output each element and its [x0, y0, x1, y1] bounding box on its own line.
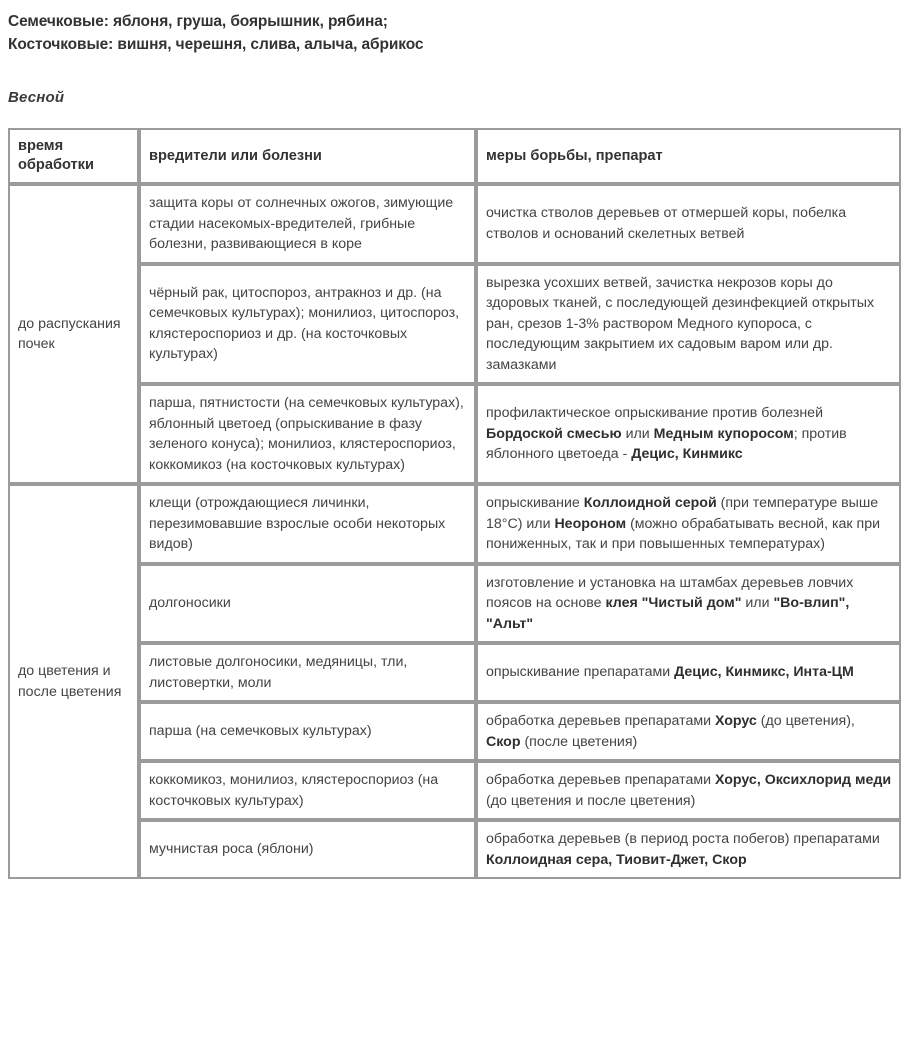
table-row: [8, 702, 901, 761]
header-cell-measures: меры борьбы, препарат: [476, 128, 901, 184]
header-cell-pests: вредители или болезни: [139, 128, 476, 184]
pest-cell: клещи (отрождающиеся личинки, перезимовавшие взрослые особи некоторых видов): [139, 484, 476, 564]
treatment-table: [8, 128, 901, 879]
measure-cell: обработка деревьев препаратами Хорус, Оксихлорид меди (до цветения и после цветения): [476, 761, 901, 820]
season-heading: Весной: [8, 89, 65, 106]
table-row: [8, 643, 901, 702]
measure-cell: опрыскивание Коллоидной серой (при температуре выше 18°С) или Неороном (можно обрабатывать весной, как при пониженных, так и при повышенных температурах): [476, 484, 901, 564]
pest-cell: листовые долгоносики, медяницы, тли, листовертки, моли: [139, 643, 476, 702]
pest-cell: парша, пятнистости (на семечковых культурах), яблонный цветоед (опрыскивание в фазу зеленого конуса); монилиоз, клястероспориоз, коккомикоз (на косточковых культурах): [139, 384, 476, 484]
drug-name: Децис, Кинмикс: [631, 446, 743, 463]
pest-cell: чёрный рак, цитоспороз, антракноз и др. (на семечковых культурах); монилиоз, цитоспороз, клястероспориоз и др. (на косточковых культурах): [139, 264, 476, 385]
drug-name: клея "Чистый дом": [605, 595, 742, 611]
phase-cell: до цветения и после цветения: [8, 484, 139, 879]
intro-line-stone: Косточковые: вишня, черешня, слива, алыча, абрикос: [8, 36, 424, 53]
header-cell-time: время обработки: [8, 128, 139, 184]
phase-cell: до распускания почек: [8, 184, 139, 484]
measure-cell: опрыскивание препаратами Децис, Кинмикс, Инта-ЦМ: [476, 643, 901, 702]
pest-cell: защита коры от солнечных ожогов, зимующие стадии насекомых-вредителей, грибные болезни, развивающиеся в коре: [139, 184, 476, 264]
table-row: [8, 564, 901, 644]
measure-cell: обработка деревьев препаратами Хорус (до цветения), Скор (после цветения): [476, 702, 901, 761]
measure-cell: изготовление и установка на штамбах деревьев ловчих поясов на основе клея "Чистый дом" или "Во-влип", "Альт": [476, 564, 901, 644]
drug-name: Неороном: [554, 515, 627, 532]
measure-cell: вырезка усохших ветвей, зачистка некрозов коры до здоровых тканей, с последующей дезинфекцией открытых ран, срезов 1-3% раствором Медного купороса, с последующим закрытием их садовым варом или др. замазками: [476, 264, 901, 385]
intro-text-block: [0, 0, 910, 56]
table-row: [8, 820, 901, 879]
drug-name: Скор: [486, 733, 521, 750]
drug-name: Хорус: [714, 713, 757, 729]
measure-cell: очистка стволов деревьев от отмершей коры, побелка стволов и оснований скелетных ветвей: [476, 184, 901, 264]
drug-name: Бордоской смесью: [486, 425, 622, 442]
drug-name: "Во-влип", "Альт": [486, 595, 850, 632]
drug-name: Коллоидной серой: [583, 495, 717, 511]
treatment-table-wrapper: [8, 128, 901, 879]
table-body: [8, 128, 901, 879]
drug-name: Децис, Кинмикс, Инта-ЦМ: [674, 664, 854, 681]
table-row: [8, 761, 901, 820]
table-row: [8, 484, 901, 564]
pest-cell: долгоносики: [139, 564, 476, 644]
measure-cell: обработка деревьев (в период роста побегов) препаратами Коллоидная сера, Тиовит-Джет, Скор: [476, 820, 901, 879]
drug-name: Медным купоросом: [653, 425, 794, 442]
table-header-row: [8, 128, 901, 184]
table-row: [8, 184, 901, 264]
drug-name: Коллоидная сера, Тиовит-Джет, Скор: [486, 851, 747, 868]
pest-cell: мучнистая роса (яблони): [139, 820, 476, 879]
pest-cell: парша (на семечковых культурах): [139, 702, 476, 761]
table-row: [8, 264, 901, 385]
measure-cell: профилактическое опрыскивание против болезней Бордоской смесью или Медным купоросом; против яблонного цветоеда - Децис, Кинмикс: [476, 384, 901, 484]
table-row: [8, 384, 901, 484]
intro-line-pome: Семечковые: яблоня, груша, боярышник, рябина;: [8, 13, 388, 30]
drug-name: Хорус, Оксихлорид меди: [714, 772, 892, 788]
pest-cell: коккомикоз, монилиоз, клястероспориоз (на косточковых культурах): [139, 761, 476, 820]
